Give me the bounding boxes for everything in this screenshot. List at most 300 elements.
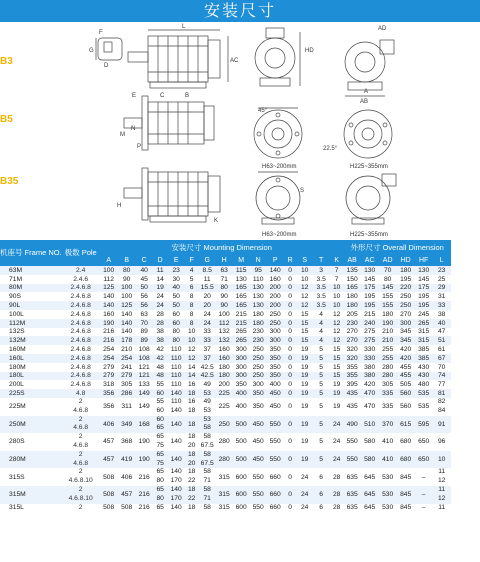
dimension-cell: 60 bbox=[168, 319, 185, 328]
dimension-cell: 15 bbox=[330, 354, 344, 363]
b35-end-view-small bbox=[256, 172, 300, 224]
dimension-cell: 112 bbox=[216, 319, 233, 328]
label-s: S bbox=[300, 188, 305, 194]
dimension-cell: 165 bbox=[233, 284, 250, 293]
label-g: G bbox=[89, 48, 94, 54]
dimension-cell: 650 bbox=[415, 433, 433, 451]
dimension-cell: 216 bbox=[136, 468, 153, 486]
dimension-cell: 635 bbox=[344, 486, 361, 504]
dimension-cell: 4 bbox=[313, 310, 330, 319]
pole-cell: 2.4.6.8 bbox=[62, 354, 100, 363]
dimension-cell: 300 bbox=[233, 372, 250, 381]
dimension-cell: 7 bbox=[330, 275, 344, 284]
dimension-cell: 19 bbox=[297, 372, 313, 381]
dimension-cell: 230 bbox=[344, 319, 361, 328]
column-header-m: M bbox=[233, 254, 250, 266]
frame-cell: 71M bbox=[0, 275, 62, 284]
dimension-cell: 110 bbox=[250, 275, 267, 284]
dimension-cell: 350 bbox=[267, 354, 284, 363]
label-h-large: H225~355mm bbox=[350, 164, 388, 170]
dimension-cell: 135 bbox=[344, 266, 361, 275]
dimension-cell: 215 bbox=[233, 310, 250, 319]
column-header-e: E bbox=[168, 254, 185, 266]
dimension-cell: 130 bbox=[250, 292, 267, 301]
dimension-cell: 356 bbox=[100, 389, 118, 398]
dimension-cell: 5 bbox=[313, 363, 330, 372]
dimension-cell: 4 bbox=[313, 336, 330, 345]
label-h-large-b35: H225~355mm bbox=[350, 232, 388, 238]
dimension-cell: 40 bbox=[433, 319, 451, 328]
dimension-cell: 635 bbox=[344, 468, 361, 486]
column-header-r: R bbox=[284, 254, 297, 266]
dimension-cell: 24 bbox=[297, 468, 313, 486]
dimension-cell: 535 bbox=[415, 389, 433, 398]
dimension-cell: 140 bbox=[118, 328, 136, 337]
dimension-cell: 650 bbox=[415, 451, 433, 469]
dimension-cell: 133 bbox=[136, 380, 153, 389]
dimension-cell: 280 bbox=[379, 363, 397, 372]
dimension-cell: 58 71 bbox=[199, 468, 216, 486]
dimension-cell: – bbox=[415, 486, 433, 504]
dimension-cell: 300 bbox=[233, 354, 250, 363]
dimension-cell: 10 bbox=[330, 292, 344, 301]
dimension-cell: 115 bbox=[233, 266, 250, 275]
dimension-cell: 7 bbox=[330, 266, 344, 275]
dimension-cell: 18 bbox=[185, 389, 199, 398]
dimension-cell: 4 bbox=[313, 328, 330, 337]
dimension-cell: 195 bbox=[361, 292, 379, 301]
dimension-cell: 195 bbox=[415, 292, 433, 301]
dimension-cell: 241 bbox=[118, 363, 136, 372]
dimension-cell: 216 bbox=[100, 336, 118, 345]
dimension-cell: 270 bbox=[344, 328, 361, 337]
dimension-cell: 508 bbox=[100, 504, 118, 513]
column-header-ab: AB bbox=[344, 254, 361, 266]
dimension-cell: 130 bbox=[233, 275, 250, 284]
dimension-cell: 12 bbox=[185, 354, 199, 363]
dimension-cell: 90 bbox=[118, 275, 136, 284]
dimension-cell: 110 bbox=[168, 380, 185, 389]
dimension-cell: 330 bbox=[361, 354, 379, 363]
dimension-cell: 12 bbox=[297, 301, 313, 310]
dimension-cell: 335 bbox=[379, 389, 397, 398]
dimension-cell: 108 bbox=[136, 345, 153, 354]
dimension-cell: 15 bbox=[297, 336, 313, 345]
dimension-cell: 58 bbox=[199, 504, 216, 513]
dimension-cell: 132 bbox=[216, 328, 233, 337]
dimension-cell: 24 bbox=[330, 416, 344, 434]
frame-cell: 132S bbox=[0, 328, 62, 337]
dimension-cell: 28 bbox=[330, 486, 344, 504]
table-row bbox=[0, 328, 465, 337]
dimension-cell: 660 bbox=[267, 468, 284, 486]
dimension-cell: 355 bbox=[344, 363, 361, 372]
dimension-cell: 419 bbox=[118, 451, 136, 469]
dimension-cell: 645 bbox=[361, 468, 379, 486]
column-header-c: C bbox=[136, 254, 153, 266]
dimension-cell: 635 bbox=[344, 504, 361, 513]
dimension-cell: 149 bbox=[136, 389, 153, 398]
dimension-cell: 600 bbox=[233, 486, 250, 504]
label-p: P bbox=[137, 144, 142, 150]
dimension-cell: 58 67.5 bbox=[200, 450, 214, 467]
dimension-cell: 8 bbox=[185, 310, 199, 319]
dimension-cell: 155 bbox=[379, 292, 397, 301]
pole-cell: 2 4.6.8 bbox=[62, 451, 100, 469]
dimension-cell: 550 bbox=[267, 451, 284, 469]
dimension-cell: 470 bbox=[361, 398, 379, 416]
column-header-t: T bbox=[313, 254, 330, 266]
dimension-cell: 42.5 bbox=[200, 372, 214, 380]
dimension-cell: 100 bbox=[118, 292, 136, 301]
dimension-cell: 435 bbox=[344, 398, 361, 416]
dimension-cell: 18 20 bbox=[185, 451, 199, 469]
dimension-cell: 132 bbox=[216, 336, 233, 345]
column-header-b: B bbox=[118, 254, 136, 266]
dimension-cell: 190 bbox=[379, 319, 397, 328]
dimension-cell: 47 bbox=[433, 328, 451, 337]
dimension-cell: 65 80 bbox=[153, 468, 168, 486]
dimension-cell: 0 bbox=[284, 275, 297, 284]
label-angle-45: 45° bbox=[258, 108, 268, 114]
dimension-cell: 3.5 bbox=[313, 292, 330, 301]
dimension-cell: 65 75 bbox=[153, 451, 168, 469]
dimension-cell: 91 bbox=[433, 416, 451, 434]
dimension-cell: 24 bbox=[199, 319, 216, 328]
dimension-cell: 400 bbox=[267, 380, 284, 389]
dimension-cell: 216 bbox=[136, 486, 153, 504]
dimension-cell: 380 bbox=[361, 372, 379, 381]
dimension-cell: 330 bbox=[361, 345, 379, 354]
frame-header: 机座号 Frame NO. bbox=[0, 240, 62, 266]
label-m: M bbox=[120, 132, 125, 138]
dimension-cell: 275 bbox=[361, 328, 379, 337]
dimension-cell: 19 bbox=[297, 354, 313, 363]
dimension-cell: 430 bbox=[415, 363, 433, 372]
dimension-cell: 20 bbox=[199, 301, 216, 310]
table-row bbox=[0, 389, 465, 398]
dimension-cell: 150 bbox=[344, 275, 361, 284]
dimension-cell: 89 bbox=[136, 336, 153, 345]
dimension-cell: 110 bbox=[168, 354, 185, 363]
dimension-cell: 0 bbox=[284, 372, 297, 381]
dimension-cell: 18 22 bbox=[185, 486, 199, 504]
dimension-cell: 28 bbox=[330, 468, 344, 486]
dimension-cell: 165 bbox=[233, 292, 250, 301]
dimension-cell: 305 bbox=[379, 380, 397, 389]
dimension-cell: 265 bbox=[233, 328, 250, 337]
dimension-cell: 180 bbox=[344, 292, 361, 301]
dimension-cell: 5 bbox=[313, 416, 330, 434]
dimension-cell: 510 bbox=[361, 416, 379, 434]
dimension-cell: 70 bbox=[379, 266, 397, 275]
dimension-cell: 24 bbox=[153, 292, 168, 301]
pole-cell: 2.4.6.8 bbox=[62, 363, 100, 372]
dimension-cell: 680 bbox=[397, 451, 415, 469]
page-title: 安装尺寸 bbox=[203, 1, 276, 20]
dimension-cell: 24 bbox=[330, 451, 344, 469]
dimension-cell: 90 bbox=[216, 301, 233, 310]
dimension-cell: 350 bbox=[267, 363, 284, 372]
column-header-a: A bbox=[100, 254, 118, 266]
dimension-cell: 300 bbox=[233, 345, 250, 354]
dimension-cell: 5 bbox=[313, 345, 330, 354]
dimension-cell: 80 bbox=[216, 284, 233, 293]
dimension-cell: 28 bbox=[153, 319, 168, 328]
dimension-cell: 240 bbox=[361, 319, 379, 328]
dimension-cell: 16 bbox=[185, 380, 199, 389]
dimension-cell: 110 bbox=[168, 372, 185, 381]
dimension-cell: 0 bbox=[284, 416, 297, 434]
dimension-cell: 845 bbox=[397, 504, 415, 513]
dimension-cell: 12 bbox=[330, 328, 344, 337]
dimension-cell: 0 bbox=[284, 354, 297, 363]
dimension-cell: 15 bbox=[297, 310, 313, 319]
table-row bbox=[0, 310, 465, 319]
dimension-cell: 349 bbox=[118, 416, 136, 434]
frame-cell: 250M bbox=[0, 416, 62, 434]
dimension-cell: 0 bbox=[284, 398, 297, 416]
dimension-cell: 3.5 bbox=[313, 301, 330, 310]
b35-side-view bbox=[124, 168, 220, 222]
dimension-cell: 350 bbox=[233, 380, 250, 389]
dimension-cell: 250 bbox=[250, 345, 267, 354]
dimension-cell: 0 bbox=[284, 433, 297, 451]
label-h-small-b35: H63~200mm bbox=[262, 232, 297, 238]
frame-cell: 225S bbox=[0, 389, 62, 398]
column-header-k: K bbox=[330, 254, 344, 266]
dimension-cell: 345 bbox=[397, 336, 415, 345]
label-b: B bbox=[185, 93, 190, 99]
dimension-cell: 19 bbox=[330, 389, 344, 398]
dimension-cell: 265 bbox=[415, 319, 433, 328]
frame-cell: 225M bbox=[0, 398, 62, 416]
dimension-cell: 19 bbox=[297, 451, 313, 469]
b5-flange-view-large bbox=[344, 110, 392, 158]
dimension-cell: 279 bbox=[100, 363, 118, 372]
dimension-cell: 350 bbox=[267, 372, 284, 381]
dimension-cell: 4 bbox=[313, 319, 330, 328]
dimension-cell: 500 bbox=[233, 451, 250, 469]
dimension-cell: 195 bbox=[361, 301, 379, 310]
frame-cell: 315M bbox=[0, 486, 62, 504]
dimension-cell: 110 140 bbox=[168, 398, 185, 416]
column-header-f: F bbox=[185, 254, 199, 266]
dimension-cell: 279 bbox=[118, 372, 136, 381]
dimension-cell: 3.5 bbox=[313, 275, 330, 284]
dimension-cell: 680 bbox=[397, 433, 415, 451]
overall-dimension-header: 外形尺寸 Overall Dimension bbox=[344, 240, 451, 254]
dimension-cell: 530 bbox=[379, 504, 397, 513]
dimension-cell: 406 bbox=[100, 416, 118, 434]
dimension-cell: 48 bbox=[153, 363, 168, 372]
frame-cell: 160M bbox=[0, 345, 62, 354]
pole-cell: 2 4.6.8 bbox=[62, 398, 100, 416]
dimension-cell: 45 bbox=[136, 275, 153, 284]
dimension-cell: 250 bbox=[216, 416, 233, 434]
pole-cell: 2 bbox=[62, 504, 100, 513]
dimension-cell: 18 bbox=[185, 416, 199, 434]
dimension-cell: 580 bbox=[361, 451, 379, 469]
dimension-cell: 38 bbox=[153, 336, 168, 345]
dimension-cell: 10 bbox=[297, 275, 313, 284]
dimension-cell: 10 bbox=[185, 328, 199, 337]
column-header-hf: HF bbox=[415, 254, 433, 266]
dimension-cell: 48 bbox=[153, 372, 168, 381]
dimension-cell: 155 bbox=[379, 301, 397, 310]
label-h: H bbox=[117, 203, 122, 209]
dimension-cell: 550 bbox=[250, 486, 267, 504]
dimension-cell: 595 bbox=[415, 416, 433, 434]
dimension-cell: 11 bbox=[153, 266, 168, 275]
dimension-cell: 3.5 bbox=[313, 284, 330, 293]
dimension-cell: 5 bbox=[313, 433, 330, 451]
dimension-cell: 245 bbox=[415, 310, 433, 319]
page-header bbox=[0, 0, 480, 22]
dimension-cell: 12 bbox=[297, 292, 313, 301]
dimension-cell: 550 bbox=[267, 416, 284, 434]
dimension-cell: 50 bbox=[136, 284, 153, 293]
dimension-cell: 3 bbox=[313, 266, 330, 275]
dimension-cell: 8.5 bbox=[199, 266, 216, 275]
pole-cell: 2.4.6.8 bbox=[62, 284, 100, 293]
dimension-cell: 12 bbox=[330, 336, 344, 345]
dimension-cell: 410 bbox=[379, 433, 397, 451]
dimension-cell: 12 bbox=[330, 319, 344, 328]
dimension-cell: 254 bbox=[100, 354, 118, 363]
dimension-cell: 215 bbox=[361, 310, 379, 319]
dimension-cell: 19 bbox=[297, 416, 313, 434]
dimension-cell: 58 71 bbox=[199, 486, 216, 504]
dimension-cell: 165 bbox=[344, 284, 361, 293]
dimension-cell: 178 bbox=[118, 336, 136, 345]
dimension-cell: 55 bbox=[153, 380, 168, 389]
dimension-cell: 42 bbox=[153, 345, 168, 354]
pole-cell: 2.4.6 bbox=[62, 275, 100, 284]
dimension-cell: 100 bbox=[216, 310, 233, 319]
dimension-table-wrapper bbox=[0, 240, 480, 562]
mounting-dimension-header: 安装尺寸 Mounting Dimension bbox=[100, 240, 344, 254]
dimension-cell: 165 bbox=[233, 301, 250, 310]
dimension-cell: 280 bbox=[379, 372, 397, 381]
dimension-cell: 450 bbox=[250, 416, 267, 434]
dimension-cell: 40 bbox=[168, 284, 185, 293]
dimension-cell: 0 bbox=[284, 380, 297, 389]
dimension-cell: 96 bbox=[433, 433, 451, 451]
dimension-cell: 315 bbox=[216, 468, 233, 486]
dimension-cell: 5 bbox=[313, 389, 330, 398]
dimension-cell: 140 170 bbox=[168, 468, 185, 486]
dimension-cell: 315 bbox=[216, 504, 233, 513]
dimension-cell: 140 bbox=[267, 266, 284, 275]
table-row bbox=[0, 451, 465, 469]
dimension-cell: 80 bbox=[168, 328, 185, 337]
dimension-cell: 140 bbox=[118, 319, 136, 328]
b3-side-view bbox=[128, 30, 228, 88]
column-header-hd: HD bbox=[397, 254, 415, 266]
dimension-cell: 14 bbox=[185, 372, 199, 381]
dimension-cell: 77 bbox=[433, 380, 451, 389]
frame-cell: 160L bbox=[0, 354, 62, 363]
dimension-cell: 0 bbox=[284, 451, 297, 469]
label-ab: AB bbox=[360, 99, 369, 105]
dimension-cell: 15 bbox=[330, 363, 344, 372]
dimension-cell: 74 bbox=[433, 372, 451, 381]
dimension-cell: 250 bbox=[397, 292, 415, 301]
dimension-cell: 550 bbox=[344, 451, 361, 469]
dimension-cell: 19 bbox=[297, 433, 313, 451]
dimension-cell: 845 bbox=[397, 468, 415, 486]
dimension-cell: 6 bbox=[185, 284, 199, 293]
table-row bbox=[0, 301, 465, 310]
dimension-cell: 845 bbox=[397, 486, 415, 504]
label-f: F bbox=[99, 30, 103, 36]
dimension-cell: 455 bbox=[397, 363, 415, 372]
pole-cell: 2.4 bbox=[62, 266, 100, 275]
dimension-cell: 11 bbox=[433, 504, 451, 513]
dimension-cell: 457 bbox=[118, 486, 136, 504]
dimension-cell: 61 bbox=[433, 345, 451, 354]
dimension-cell: 0 bbox=[284, 486, 297, 504]
dimension-cell: 10 bbox=[185, 336, 199, 345]
dimension-cell: 660 bbox=[267, 504, 284, 513]
dimension-cell: 71 bbox=[216, 275, 233, 284]
dimension-cell: 12 bbox=[185, 345, 199, 354]
column-header-s: S bbox=[297, 254, 313, 266]
frame-cell: 200L bbox=[0, 380, 62, 389]
b35-end-view-large bbox=[346, 174, 396, 224]
dimension-cell: 70 bbox=[433, 363, 451, 372]
dimension-cell: 200 bbox=[216, 380, 233, 389]
frame-cell: 280S bbox=[0, 433, 62, 451]
dimension-cell: 250 bbox=[250, 363, 267, 372]
frame-cell: 180L bbox=[0, 372, 62, 381]
dimension-cell: 50 bbox=[168, 301, 185, 310]
dimension-cell: 0 bbox=[284, 328, 297, 337]
dimension-cell: 125 bbox=[118, 301, 136, 310]
label-angle-22: 22.5° bbox=[323, 146, 338, 152]
dimension-cell: 6 bbox=[313, 486, 330, 504]
dimension-cell: 19 bbox=[330, 398, 344, 416]
dimension-cell: 12 bbox=[330, 310, 344, 319]
dimension-cell: 180 bbox=[344, 301, 361, 310]
dimension-cell: 190 bbox=[136, 433, 153, 451]
dimension-cell: 300 bbox=[233, 363, 250, 372]
dimension-cell: 18 20 bbox=[185, 433, 199, 451]
dimension-cell: 23 bbox=[433, 266, 451, 275]
dimension-cell: 60 bbox=[153, 389, 168, 398]
dimension-cell: 560 bbox=[397, 398, 415, 416]
pole-cell: 2 4.6.8 bbox=[62, 416, 100, 434]
dimension-cell: 508 bbox=[100, 468, 118, 486]
dimension-cell: 100 bbox=[118, 284, 136, 293]
dimension-cell: 385 bbox=[415, 345, 433, 354]
dimension-cell: 60 65 bbox=[153, 416, 168, 434]
dimension-cell: 31 bbox=[433, 292, 451, 301]
b3-end-view-small bbox=[255, 28, 300, 86]
dimension-cell: 645 bbox=[361, 486, 379, 504]
dimension-cell: 95 bbox=[250, 266, 267, 275]
dimension-cell: 279 bbox=[100, 372, 118, 381]
dimension-cell: 270 bbox=[397, 310, 415, 319]
frame-cell: 180M bbox=[0, 363, 62, 372]
dimension-cell: 24 bbox=[297, 504, 313, 513]
dimension-cell: 500 bbox=[233, 433, 250, 451]
dimension-cell: 225 bbox=[216, 398, 233, 416]
dimension-cell: 130 bbox=[250, 301, 267, 310]
label-l: L bbox=[182, 24, 186, 30]
dimension-cell: 5 bbox=[313, 380, 330, 389]
